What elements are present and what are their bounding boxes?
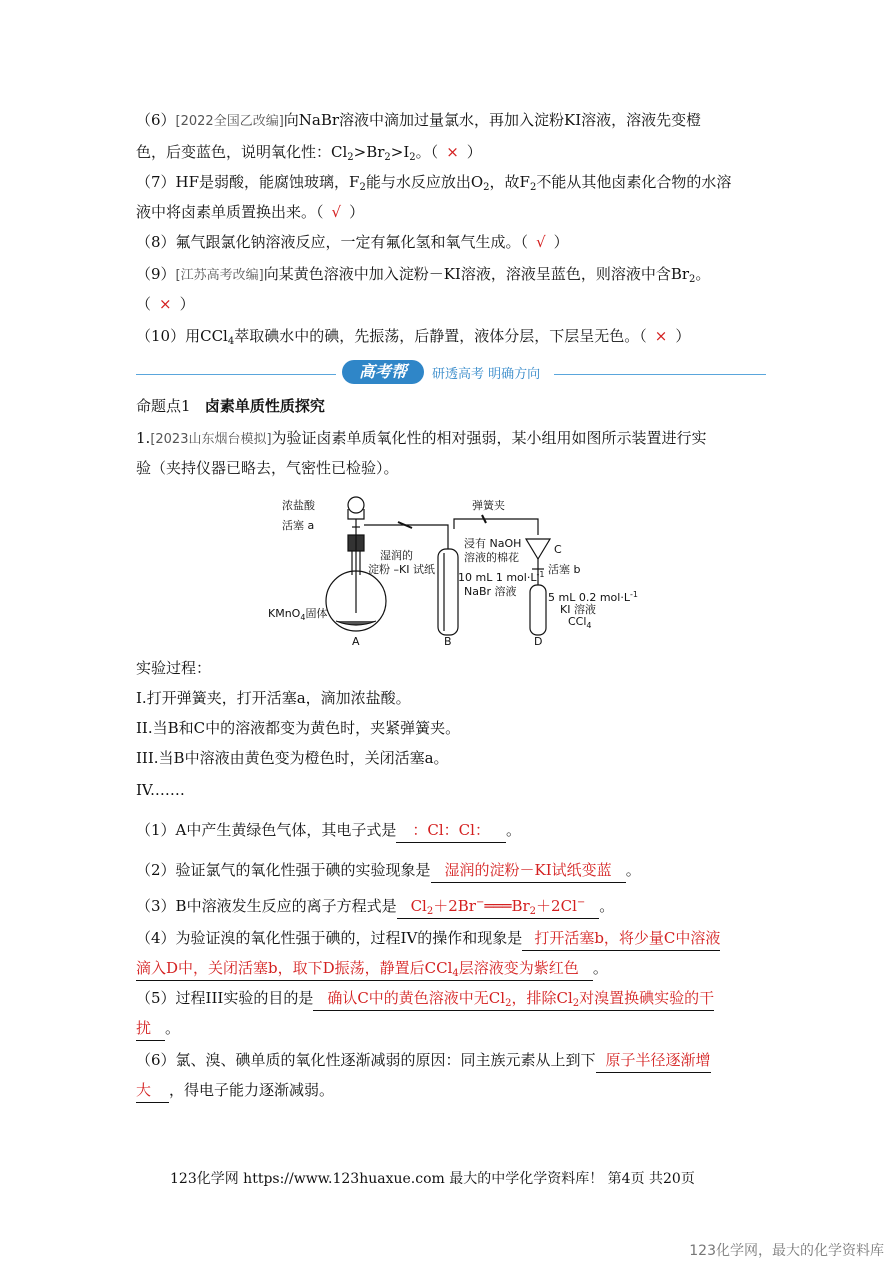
section-banner bbox=[136, 358, 766, 388]
svg-text:活塞 b: 活塞 b bbox=[548, 563, 581, 576]
correct-mark-icon: √ bbox=[536, 233, 546, 251]
svg-text:溶液的棉花: 溶液的棉花 bbox=[464, 551, 519, 564]
q6-number: （6） bbox=[136, 111, 176, 129]
q9-line1: （9）[江苏高考改编]向某黄色溶液中加入淀粉－KI溶液，溶液呈蓝色，则溶液中含$Br_2$。 bbox=[136, 265, 711, 285]
q6-source: [2022全国乙改编] bbox=[175, 114, 284, 129]
process-title: 实验过程： bbox=[136, 659, 212, 677]
page-footer: 123化学网 https://www.123huaxue.com 最大的中学化学资料库！ 第4页 共20页 bbox=[170, 1171, 695, 1187]
svg-text:淀粉 –KI 试纸: 淀粉 –KI 试纸 bbox=[368, 563, 435, 576]
problem-line2: 验（夹持仪器已略去，气密性已检验）。 bbox=[136, 459, 399, 477]
answer-2: （2）验证氯气的氧化性强于碘的实验现象是 湿润的淀粉－KI试纸变蓝 。 bbox=[136, 858, 641, 883]
banner-rule-left bbox=[136, 374, 336, 375]
answer-5-line1: （5）过程III实验的目的是 确认C中的黄色溶液中无$Cl_2$，排除$Cl_2$对溴置换碘实验的干 bbox=[136, 986, 714, 1011]
svg-text:活塞 a: 活塞 a bbox=[282, 519, 315, 532]
answer-3: （3）B中溶液发生反应的离子方程式是 $Cl_2+2Br^-═══Br_2+2Cl^-$ 。 bbox=[136, 894, 614, 919]
q7-line1: （7）HF是弱酸，能腐蚀玻璃，$F_2$能与水反应放出$O_2$，故$F_2$不能从其他卤素化合物的水溶 bbox=[136, 173, 732, 193]
q10-line: （10）用CCl$_4$萃取碘水中的碘，先振荡，后静置，液体分层，下层呈无色。（ × ） bbox=[136, 327, 691, 347]
watermark-text: 123化学网，最大的化学资料库 bbox=[689, 1243, 884, 1259]
wrong-mark-icon: × bbox=[159, 295, 172, 313]
banner-rule-right bbox=[554, 374, 766, 375]
svg-text:A: A bbox=[352, 635, 360, 648]
section-heading: 命题点1 卤素单质性质探究 bbox=[136, 397, 325, 415]
q6-line2: 色，后变蓝色，说明氧化性：$Cl_2>Br_2>I_2$。（ × ） bbox=[136, 143, 482, 163]
banner-title: 高考帮 bbox=[342, 360, 424, 384]
correct-mark-icon: √ bbox=[331, 203, 342, 221]
svg-text:浸有 NaOH: 浸有 NaOH bbox=[464, 537, 522, 550]
problem-line1: 1.[2023山东烟台模拟]为验证卤素单质氧化性的相对强弱，某小组用如图所示装置进行实 bbox=[136, 429, 707, 447]
svg-text:浓盐酸: 浓盐酸 bbox=[282, 499, 315, 512]
svg-text:KI 溶液: KI 溶液 bbox=[560, 603, 596, 616]
svg-text:D: D bbox=[534, 635, 543, 648]
svg-text:5 mL 0.2 mol·L-1: 5 mL 0.2 $mol\cdot L^{-1}$ bbox=[548, 590, 638, 604]
q9-line2: （ × ） bbox=[136, 295, 195, 313]
svg-text:KMnO4固体: KMnO$_4$固体 bbox=[268, 607, 328, 622]
test-tube-b bbox=[438, 549, 458, 635]
answer-1: （1）A中产生黄绿色气体，其电子式是 ：Cl：Cl： 。 bbox=[136, 818, 521, 843]
answer-5-line2: 扰 。 bbox=[136, 1016, 180, 1041]
process-step-1: I.打开弹簧夹，打开活塞a，滴加浓盐酸。 bbox=[136, 689, 411, 707]
dropping-funnel-top bbox=[348, 497, 364, 513]
q7-line2: 液中将卤素单质置换出来。（ √ ） bbox=[136, 203, 365, 221]
process-step-3: III.当B中溶液由黄色变为橙色时，关闭活塞a。 bbox=[136, 749, 449, 767]
apparatus-diagram bbox=[268, 495, 638, 648]
answer-6-line1: （6）氯、溴、碘单质的氧化性逐渐减弱的原因：同主族元素从上到下 原子半径逐渐增 bbox=[136, 1048, 711, 1073]
svg-text:10 mL 1 mol·L-1: 10 mL 1 $mol\cdot L^{-1}$ bbox=[458, 570, 545, 584]
svg-text:C: C bbox=[554, 543, 562, 556]
process-step-4: IV.…… bbox=[136, 781, 185, 799]
wrong-mark-icon: × bbox=[446, 143, 459, 161]
svg-text:弹簧夹: 弹簧夹 bbox=[472, 499, 505, 512]
answer-6-line2: 大 ，得电子能力逐渐减弱。 bbox=[136, 1078, 334, 1103]
svg-text:NaBr 溶液: NaBr 溶液 bbox=[464, 585, 517, 598]
answer-4-line1: （4）为验证溴的氧化性强于碘的，过程IV的操作和现象是 打开活塞b，将少量C中溶液 bbox=[136, 926, 720, 951]
svg-text:B: B bbox=[444, 635, 452, 648]
q8-line: （8）氟气跟氯化钠溶液反应，一定有氟化氢和氧气生成。（ √ ） bbox=[136, 233, 569, 251]
electron-formula: ：Cl：Cl： bbox=[412, 821, 490, 839]
test-tube-d bbox=[530, 585, 546, 635]
q6-line1: （6）[2022全国乙改编]向NaBr溶液中滴加过量氯水，再加入淀粉KI溶液，溶液先变橙 bbox=[136, 111, 702, 129]
svg-text:湿润的: 湿润的 bbox=[380, 549, 413, 562]
svg-text:CCl4: CCl$_4$ bbox=[568, 615, 592, 630]
process-step-2: II.当B和C中的溶液都变为黄色时，夹紧弹簧夹。 bbox=[136, 719, 461, 737]
answer-4-line2: 滴入D中，关闭活塞b，取下D振荡，静置后CCl$_4$层溶液变为紫红色 。 bbox=[136, 956, 608, 981]
banner-subtitle: 研透高考 明确方向 bbox=[432, 367, 541, 382]
funnel-c bbox=[526, 539, 550, 559]
wrong-mark-icon: × bbox=[654, 327, 668, 345]
